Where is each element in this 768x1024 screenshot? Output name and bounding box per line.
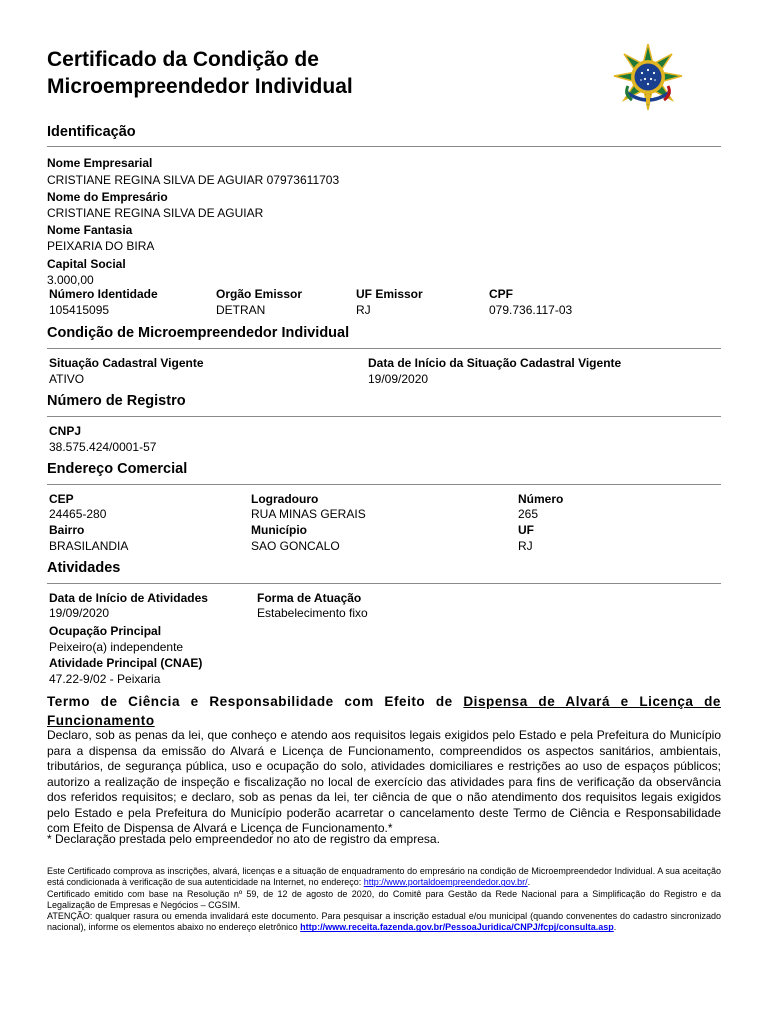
atividade-principal-cnae-label: Atividade Principal (CNAE) [49,656,203,670]
section-endereco-heading: Endereço Comercial [47,461,188,477]
bairro-label: Bairro [49,523,85,537]
title-line-1: Certificado da Condição de [47,48,319,71]
footer-p1-end: . [527,877,531,888]
section-divider [47,146,721,147]
section-atividades-heading: Atividades [47,560,121,576]
ocupacao-principal-value: Peixeiro(a) independente [49,640,184,654]
cpf-label: CPF [489,287,513,301]
data-inicio-situacao-label: Data de Início da Situação Cadastral Vigente [368,356,622,370]
data-inicio-situacao-value: 19/09/2020 [368,372,429,386]
section-divider [47,484,721,485]
termo-title-prefix: Termo de Ciência e Responsabilidade com Efeito de [47,694,464,709]
forma-atuacao-value: Estabelecimento fixo [257,606,368,620]
footer-notes [47,866,721,934]
numero-identidade-value: 105415095 [49,303,110,317]
situacao-cadastral-label: Situação Cadastral Vigente [49,356,204,370]
municipio-label: Município [251,523,307,537]
footer-p3-end: . [613,922,617,933]
bairro-value: BRASILANDIA [49,539,129,553]
capital-social-label: Capital Social [47,257,126,271]
cep-label: CEP [49,492,74,506]
section-registro-heading: Número de Registro [47,393,186,409]
cpf-value: 079.736.117-03 [489,303,573,317]
cep-value: 24465-280 [49,507,107,521]
cnpj-value: 38.575.424/0001-57 [49,440,157,454]
municipio-value: SAO GONCALO [251,539,340,553]
numero-value: 265 [518,507,539,521]
numero-identidade-label: Número Identidade [49,287,158,301]
uf-emissor-label: UF Emissor [356,287,423,301]
section-divider [47,348,721,349]
nome-empresarial-label: Nome Empresarial [47,156,153,170]
ocupacao-principal-label: Ocupação Principal [49,624,162,638]
page-title [47,46,567,100]
footer-p1-text: Este Certificado comprova as inscrições, alvará, licenças e a situação de enquadramento do empresário na condição de Microempreendedor Individual. A sua aceitação está condicionada à verificação de sua autenticidade na Internet, no endereço: [47,866,721,888]
section-divider [47,416,721,417]
nome-empresarial-value: CRISTIANE REGINA SILVA DE AGUIAR 07973611703 [47,173,340,187]
termo-title [47,692,721,730]
receita-consulta-link[interactable]: http://www.receita.fazenda.gov.br/PessoaJuridica/CNPJ/fcpj/consulta.asp [300,922,614,933]
forma-atuacao-label: Forma de Atuação [257,591,362,605]
section-divider [47,583,721,584]
footer-p3-text: ATENÇÃO: qualquer rasura ou emenda invalidará este documento. Para pesquisar a inscrição estadual e/ou municipal (quando convenentes do cadastro sincronizado nacional), informe os elementos abaixo no endereço eletrônico [47,911,721,933]
termo-body: Declaro, sob as penas da lei, que conheço e atendo aos requisitos legais exigidos pelo Estado e pela Prefeitura do Município para a dispensa da emissão do Alvará e Licença de Funcionamento, compreendidos os aspectos sanitários, ambientais, tributários, de segurança pública, uso e ocupação do solo, atividades domiciliares e restrições ao uso de espaços públicos; autorizo a realização de inspeção e fiscalização no local de exercício das atividades para fins de verificação da observância dos referidos requisitos; e declaro, sob as penas da lei, ter ciência de que o não atendimento dos requisitos legais exigidos pelo Estado e pela Prefeitura do Município poderão acarretar o cancelamento deste Termo de Ciência e Responsabilidade com Efeito de Dispensa de Alvará e Licença de Funcionamento.* [47,728,721,835]
nome-fantasia-value: PEIXARIA DO BIRA [47,239,155,253]
uf-value: RJ [518,539,533,553]
brazil-coat-of-arms-icon [612,42,684,114]
capital-social-value: 3.000,00 [47,273,94,287]
termo-title-underlined: Dispensa de Alvará e Licença de Funcionamento [47,694,721,728]
portal-empreendedor-link[interactable]: http://www.portaldoempreendedor.gov.br/ [363,877,528,888]
termo-note: * Declaração prestada pelo empreendedor no ato de registro da empresa. [47,832,440,846]
section-identificacao-heading: Identificação [47,124,136,140]
atividade-principal-cnae-value: 47.22-9/02 - Peixaria [49,672,161,686]
logradouro-value: RUA MINAS GERAIS [251,507,366,521]
data-inicio-atividades-label: Data de Início de Atividades [49,591,208,605]
nome-empresario-label: Nome do Empresário [47,190,168,204]
uf-label: UF [518,523,534,537]
uf-emissor-value: RJ [356,303,371,317]
nome-fantasia-label: Nome Fantasia [47,223,133,237]
footer-paragraph-3 [47,911,721,934]
cnpj-label: CNPJ [49,424,82,438]
data-inicio-atividades-value: 19/09/2020 [49,606,110,620]
title-line-2: Microempreendedor Individual [47,75,353,98]
footer-paragraph-2: Certificado emitido com base na Resolução nº 59, de 12 de agosto de 2020, do Comitê para Gestão da Rede Nacional para a Simplificação do Registro e da Legalização de Empresas e Negócios – CGSIM. [47,888,721,910]
situacao-cadastral-value: ATIVO [49,372,85,386]
nome-empresario-value: CRISTIANE REGINA SILVA DE AGUIAR [47,206,264,220]
orgao-emissor-label: Orgão Emissor [216,287,303,301]
orgao-emissor-value: DETRAN [216,303,266,317]
section-condicao-heading: Condição de Microempreendedor Individual [47,325,350,341]
footer-paragraph-1 [47,866,721,889]
numero-label: Número [518,492,564,506]
logradouro-label: Logradouro [251,492,319,506]
